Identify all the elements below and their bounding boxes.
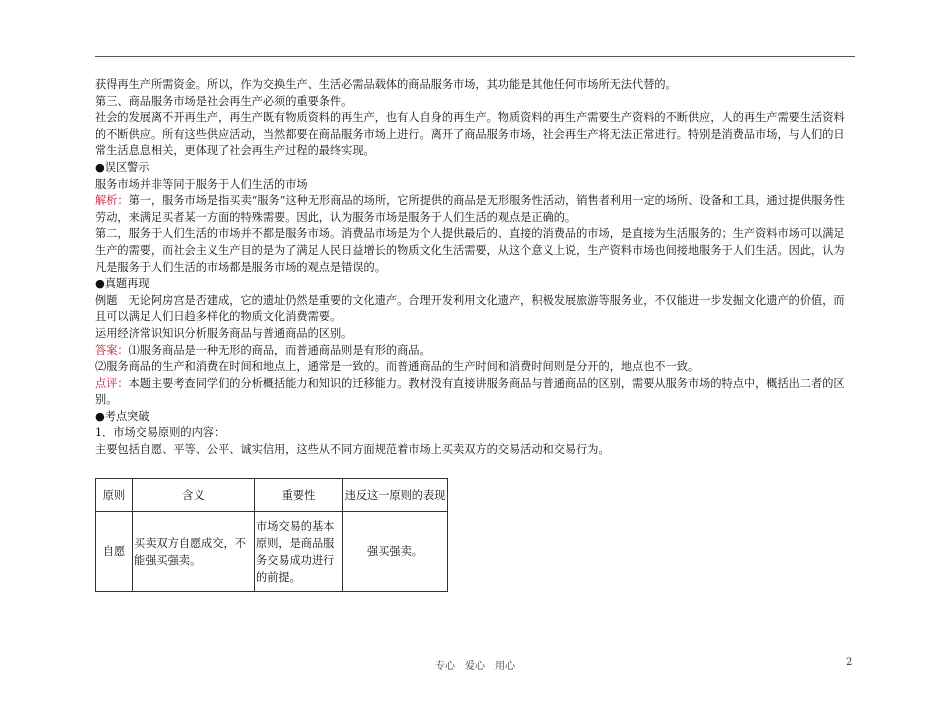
table-header-cell: 含义 xyxy=(133,479,255,512)
table-cell: 强买强卖。 xyxy=(343,512,448,592)
section-heading: ●真题再现 xyxy=(95,277,150,291)
paragraph: 例题 无论阿房宫是否建成，它的遗址仍然是重要的文化遗产。合理开发利用文化遗产，积极发展旅游等服务业，不仅能进一步发掘文化遗产的价值，而且可以满足人们日趋多样化的物质文化消费需要。 xyxy=(95,293,845,324)
answer-text: ⑴服务商品是一种无形的商品，而普通商品则是有形的商品。 xyxy=(128,343,431,357)
table-header-cell: 违反这一原则的表现 xyxy=(343,479,448,512)
paragraph xyxy=(95,376,855,409)
paragraph xyxy=(95,193,855,226)
document-body xyxy=(95,77,855,459)
table-cell: 市场交易的基本原则，是商品服务交易成功进行的前提。 xyxy=(255,512,343,592)
comment-label: 点评： xyxy=(95,376,129,390)
page-footer: 专心 爱心 用心 xyxy=(435,661,515,672)
paragraph: ⑵服务商品的生产和消费在时间和地点上，通常是一致的。而普通商品的生产时间和消费时间则是分开的，地点也不一致。 xyxy=(95,360,700,374)
paragraph: 服务市场并非等同于服务于人们生活的市场 xyxy=(95,177,308,191)
paragraph: 社会的发展离不开再生产，再生产既有物质资料的再生产，也有人自身的再生产。物质资料的再生产需要生产资料的不断供应，人的再生产需要生活资料的不断供应。所有这些供应活动，当然都要在商品服务市场上进行。离开了商品服务市场，社会再生产将无法正常进行。特别是消费品市场，与人们的日常生活息息相关，更体现了社会再生产过程的最终实现。 xyxy=(95,111,845,158)
table-cell: 自愿 xyxy=(96,512,133,592)
paragraph: 主要包括自愿、平等、公平、诚实信用，这些从不同方面规范着市场上买卖双方的交易活动和交易行为。 xyxy=(95,443,610,457)
analysis-text: 第一，服务市场是指买卖“服务”这种无形商品的场所，它所提供的商品是无形服务性活动，销售者利用一定的场所、设备和工具，通过提供服务性劳动，来满足买者某一方面的特殊需要。因此，认为服务市场是服务于人们生活的观点是正确的。 xyxy=(95,194,845,224)
table-header-cell: 重要性 xyxy=(255,479,343,512)
paragraph xyxy=(95,343,855,360)
table-cell: 买卖双方自愿成交，不能强买强卖。 xyxy=(133,512,255,592)
section-heading: ●考点突破 xyxy=(95,409,150,423)
paragraph: 第二，服务于人们生活的市场并不都是服务市场。消费品市场是为个人提供最后的、直接的消费品的市场，是直接为生活服务的；生产资料市场可以满足生产的需要，而社会主义生产目的是为了满足人民日益增长的物质文化生活需要，从这个意义上说，生产资料市场也间接地服务于人们生活。因此，认为凡是服务于人们生活的市场都是服务市场的观点是错误的。 xyxy=(95,227,845,274)
paragraph: 获得再生产所需资金。所以，作为交换生产、生活必需品载体的商品服务市场，其功能是其他任何市场所无法代替的。 xyxy=(95,78,677,91)
comment-text: 本题主要考查同学们的分析概括能力和知识的迁移能力。教材没有直接讲服务商品与普通商品的区别，需要从服务市场的特点中，概括出二者的区别。 xyxy=(95,376,845,407)
analysis-label: 解析： xyxy=(95,194,129,208)
paragraph: 第三、商品服务市场是社会再生产必须的重要条件。 xyxy=(95,94,353,108)
table-header-cell: 原则 xyxy=(96,479,133,512)
principles-table xyxy=(95,478,448,592)
table-header-row xyxy=(96,479,448,512)
paragraph: 1．市场交易原则的内容： xyxy=(95,426,226,440)
section-heading: ●误区警示 xyxy=(95,160,150,174)
table-row xyxy=(96,512,448,592)
paragraph: 运用经济常识知识分析服务商品与普通商品的区别。 xyxy=(95,326,353,340)
page-number: 2 xyxy=(846,657,853,668)
header-rule xyxy=(95,56,855,57)
answer-label: 答案： xyxy=(95,343,129,357)
